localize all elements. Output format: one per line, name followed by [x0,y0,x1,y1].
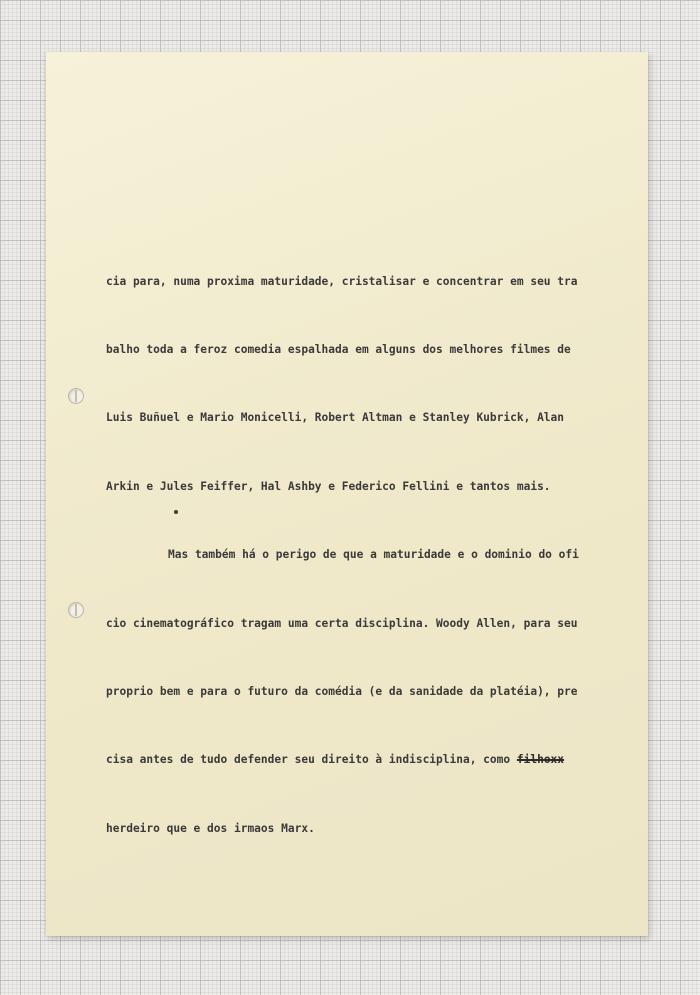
struck-out-text: filhoxx [516,753,565,767]
text-line: Luis Buñuel e Mario Monicelli, Robert Altman e Stanley Kubrick, Alan [106,411,565,425]
text-line [106,749,626,772]
text-line: cia para, numa proxima maturidade, cristalisar e concentrar em seu tra [106,274,578,288]
text-line: Arkin e Jules Feiffer, Hal Ashby e Federico Fellini e tantos mais. [106,479,551,493]
text-line: cio cinematográfico tragam uma certa disciplina. Woody Allen, para seu [106,616,578,630]
text-line-part: cisa antes de tudo defender seu direito à indisciplina, como [106,753,517,767]
text-line: balho toda a feroz comedia espalhada em alguns dos melhores filmes de [106,342,571,356]
typewritten-page [46,52,648,936]
punch-hole-top [68,388,84,404]
text-line-paragraph-start: Mas também há o perigo de que a maturidade e o dominio do ofi [168,548,579,562]
text-line: proprio bem e para o futuro da comédia (e da sanidade da platéia), pre [106,684,578,698]
text-line: herdeiro que e dos irmaos Marx. [106,821,315,835]
typed-text-body [106,225,626,886]
punch-hole-bottom [68,602,84,618]
ink-dot [174,510,178,514]
